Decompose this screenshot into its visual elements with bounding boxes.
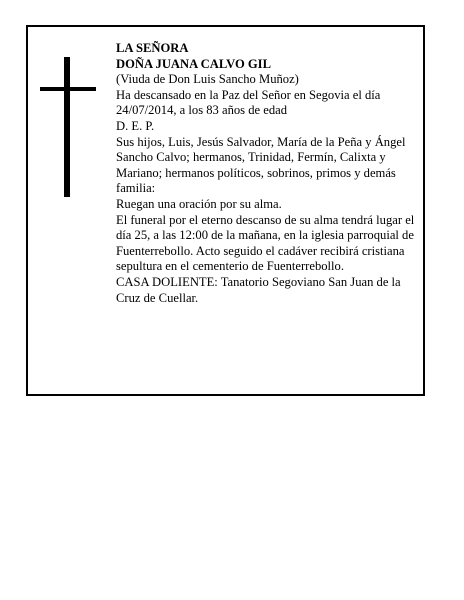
- mourning-house: CASA DOLIENTE: Tanatorio Segoviano San Juan de la Cruz de Cuellar.: [116, 274, 401, 305]
- prayer-request: Ruegan una oración por su alma.: [116, 196, 282, 211]
- cross-horizontal-bar: [40, 87, 96, 91]
- title-line-1: LA SEÑORA: [116, 41, 189, 55]
- rip-text: D. E. P.: [116, 118, 155, 133]
- cross-vertical-bar: [64, 57, 70, 197]
- cross-icon: [40, 57, 96, 197]
- obituary-text: [116, 41, 418, 306]
- family-members: Sus hijos, Luis, Jesús Salvador, María de la Peña y Ángel Sancho Calvo; hermanos, Trinidad, Fermín, Calixta y Mariano; hermanos políticos, sobrinos, primos y demás familia:: [116, 134, 406, 196]
- obituary-notice: [26, 25, 425, 396]
- funeral-details: El funeral por el eterno descanso de su alma tendrá lugar el día 25, a las 12:00 de la mañana, en la iglesia parroquial de Fuenterrebollo. Acto seguido el cadáver recibirá cristiana sepultura en el cementerio de Fuenterrebollo.: [116, 212, 415, 274]
- deceased-name: DOÑA JUANA CALVO GIL: [116, 56, 271, 71]
- death-announcement: Ha descansado en la Paz del Señor en Segovia el día 24/07/2014, a los 83 años de edad: [116, 87, 381, 118]
- widow-of: (Viuda de Don Luis Sancho Muñoz): [116, 72, 299, 87]
